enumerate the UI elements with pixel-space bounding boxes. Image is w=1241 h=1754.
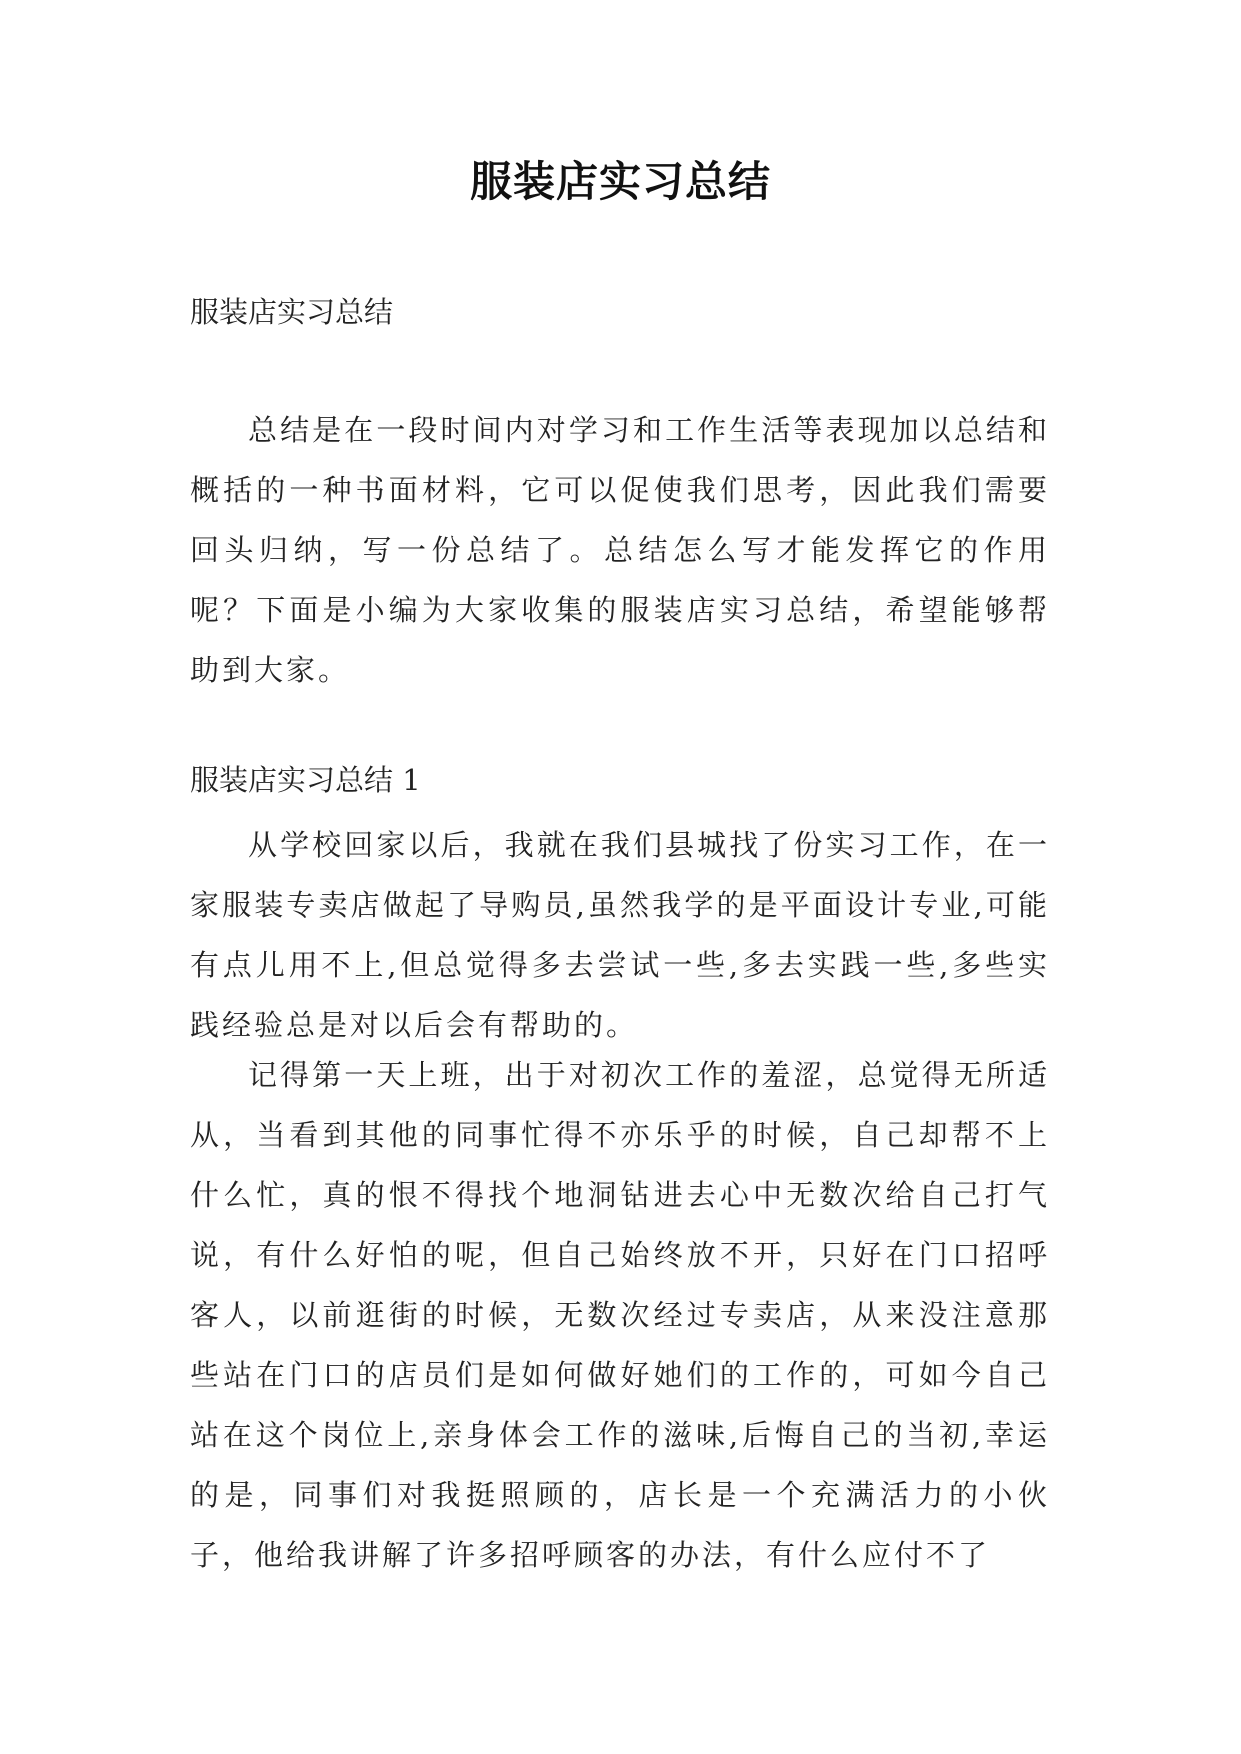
body-paragraph: 记得第一天上班，出于对初次工作的羞涩，总觉得无所适从，当看到其他的同事忙得不亦乐乎的时候，自己却帮不上什么忙，真的恨不得找个地洞钻进去心中无数次给自己打气说，有什么好怕的呢，但自己始终放不开，只好在门口招呼客人，以前逛街的时候，无数次经过专卖店，从来没注意那些站在门口的店员们是如何做好她们的工作的，可如今自己站在这个岗位上,亲身体会工作的滋味,后悔自己的当初,幸运的是，同事们对我挺照顾的，店长是一个充满活力的小伙子，他给我讲解了许多招呼顾客的办法，有什么应付不了 [190, 1058, 1050, 1572]
body-paragraph: 从学校回家以后，我就在我们县城找了份实习工作，在一家服装专卖店做起了导购员,虽然我学的是平面设计专业,可能有点儿用不上,但总觉得多去尝试一些,多去实践一些,多些实践经验总是对以后会有帮助的。 [190, 828, 1050, 1042]
section-heading: 服装店实习总结 1 [190, 763, 421, 797]
intro-paragraph: 总结是在一段时间内对学习和工作生活等表现加以总结和概括的一种书面材料，它可以促使我们思考，因此我们需要回头归纳，写一份总结了。总结怎么写才能发挥它的作用呢？下面是小编为大家收集的服装店实习总结，希望能够帮助到大家。 [190, 413, 1050, 687]
document-title: 服装店实习总结 [469, 157, 771, 206]
document-subtitle: 服装店实习总结 [190, 295, 394, 329]
